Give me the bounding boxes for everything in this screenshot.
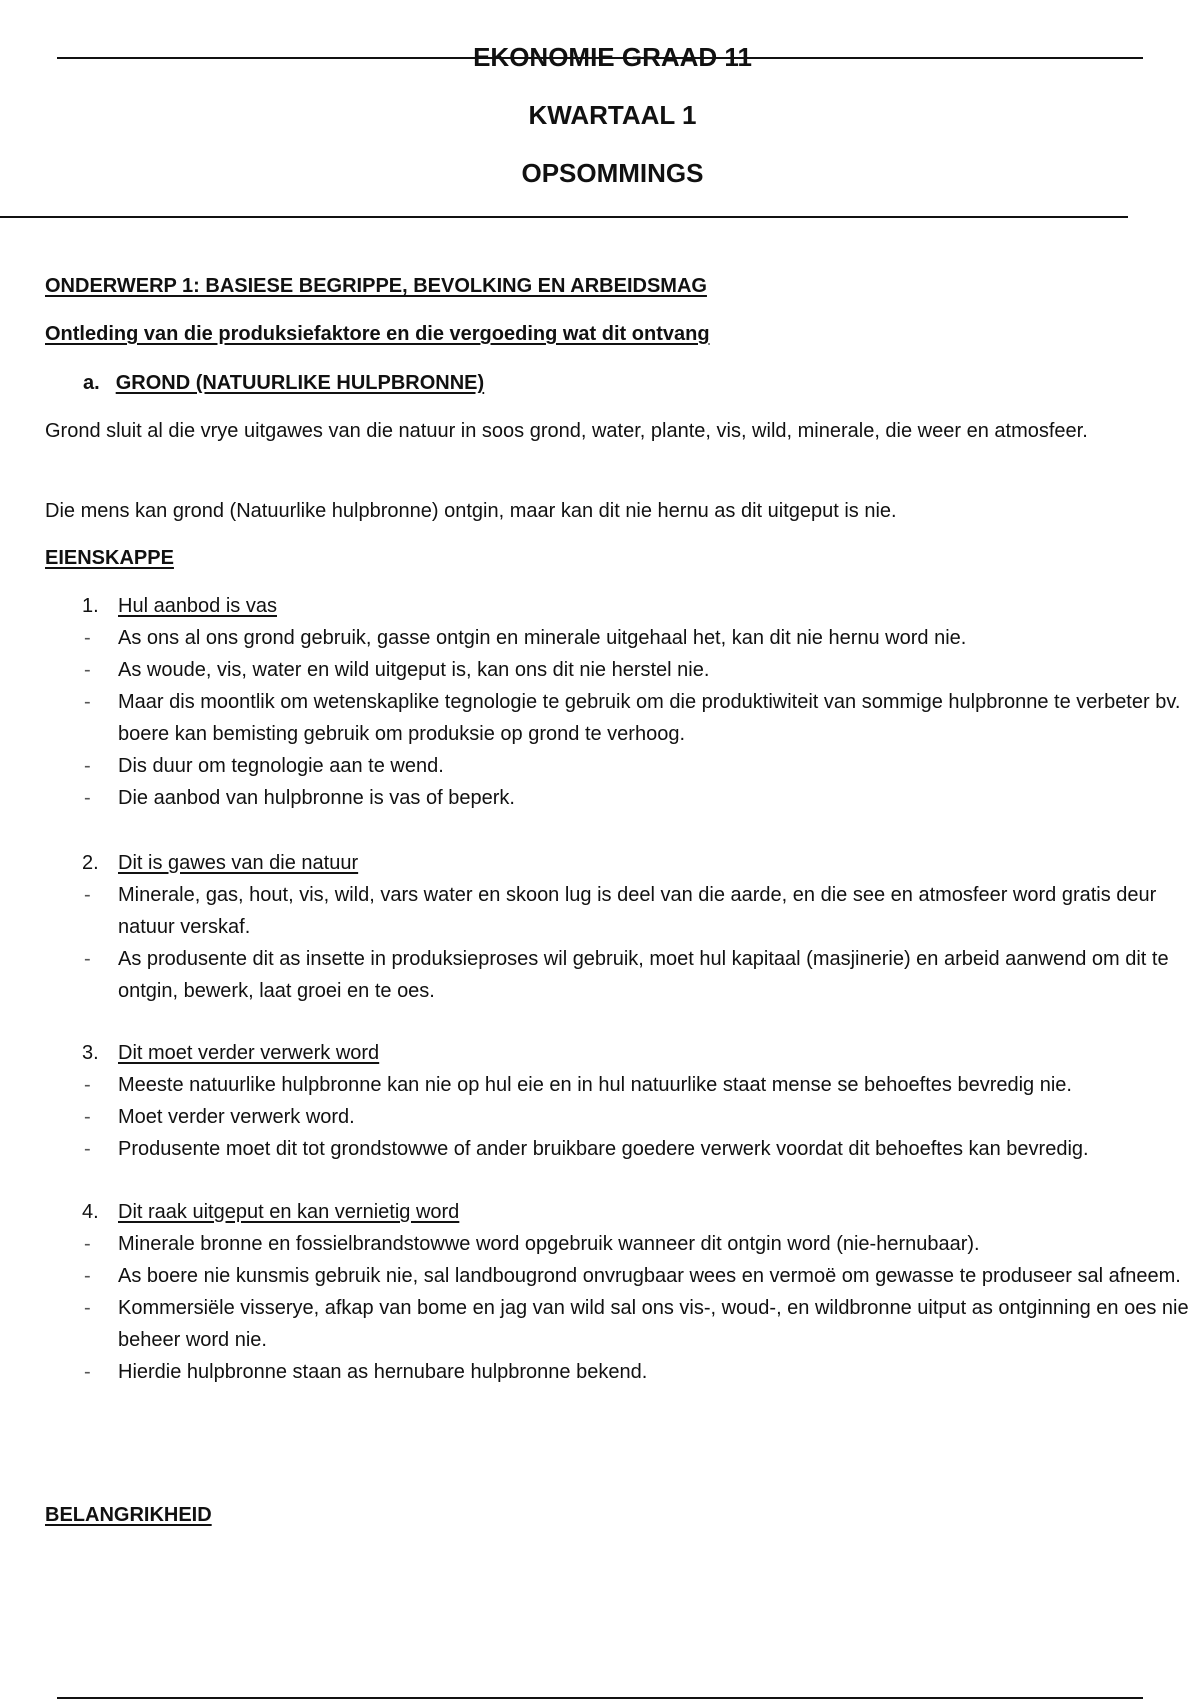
property-1-title-row <box>80 590 1190 622</box>
list-item: - As woude, vis, water en wild uitgeput is, kan ons dit nie herstel nie. <box>84 659 710 681</box>
property-4-title-row <box>80 1196 1190 1228</box>
property-2-title: Dit is gawes van die natuur <box>118 852 359 874</box>
property-1-number: 1. <box>82 595 99 617</box>
list-item: - Maar dis moontlik om wetenskaplike tegnologie te gebruik om die produktiwiteit van sommige hulpbronne te verbeter bv. boere kan bemisting gebruik om produksie op grond te verhoog. <box>84 691 1181 745</box>
list-item: - Hierdie hulpbronne staan as hernubare hulpbronne bekend. <box>84 1361 648 1383</box>
section-a-heading <box>83 371 484 395</box>
summary-title: OPSOMMINGS <box>521 158 704 188</box>
property-4-title: Dit raak uitgeput en kan vernietig word <box>118 1201 460 1223</box>
list-item: - Dis duur om tegnologie aan te wend. <box>84 755 444 777</box>
property-4-number: 4. <box>82 1201 99 1223</box>
footer-rule <box>57 1697 1143 1699</box>
property-3-number: 3. <box>82 1042 99 1064</box>
list-item: - As produsente dit as insette in produksieproses wil gebruik, moet hul kapitaal (masjinerie) en arbeid aanwend om dit te ontgin, bewerk, laat groei en te oes. <box>84 948 1169 1002</box>
property-3-title-row <box>80 1037 1190 1069</box>
section-a-marker: a. <box>83 372 100 394</box>
list-item: - As ons al ons grond gebruik, gasse ontgin en minerale uitgehaal het, kan dit nie hernu word nie. <box>84 627 967 649</box>
importance-heading: BELANGRIKHEID <box>45 1504 212 1526</box>
document-title: EKONOMIE GRAAD 11 <box>473 42 752 72</box>
section-a-label: GROND (NATUURLIKE HULPBRONNE) <box>115 372 485 394</box>
properties-heading: EIENSKAPPE <box>45 547 174 569</box>
subtopic-heading: Ontleding van die produksiefaktore en die vergoeding wat dit ontvang <box>45 323 710 345</box>
property-1 <box>80 590 1190 814</box>
list-item: - Moet verder verwerk word. <box>84 1106 355 1128</box>
property-3-title: Dit moet verder verwerk word <box>118 1042 380 1064</box>
paragraph-land-renewal: Die mens kan grond (Natuurlike hulpbronne) ontgin, maar kan dit nie hernu as dit uitgeput is nie. <box>45 500 897 522</box>
property-2-number: 2. <box>82 852 99 874</box>
topic-heading: ONDERWERP 1: BASIESE BEGRIPPE, BEVOLKING EN ARBEIDSMAG <box>45 275 707 297</box>
list-item: - Die aanbod van hulpbronne is vas of beperk. <box>84 787 515 809</box>
property-1-title: Hul aanbod is vas <box>118 595 277 617</box>
header-bottom-rule <box>0 216 1128 218</box>
property-4 <box>80 1196 1190 1388</box>
list-item: - Kommersiële visserye, afkap van bome en jag van wild sal ons vis-, woud-, en wildbronne uitput as ontginning en oes nie beheer word nie. <box>84 1297 1189 1351</box>
list-item: - Produsente moet dit tot grondstowwe of ander bruikbare goedere verwerk voordat dit behoeftes kan bevredig. <box>84 1138 1089 1160</box>
list-item: - Meeste natuurlike hulpbronne kan nie op hul eie en in hul natuurlike staat mense se behoeftes bevredig nie. <box>84 1074 1072 1096</box>
property-3 <box>80 1037 1190 1165</box>
quarter-title: KWARTAAL 1 <box>528 100 697 130</box>
property-2 <box>80 847 1190 1007</box>
list-item: - As boere nie kunsmis gebruik nie, sal landbougrond onvrugbaar wees en vermoë om gewasse te produseer sal afneem. <box>84 1265 1181 1287</box>
list-item: - Minerale bronne en fossielbrandstowwe word opgebruik wanneer dit ontgin word (nie-hernubaar). <box>84 1233 980 1255</box>
paragraph-land-definition: Grond sluit al die vrye uitgawes van die natuur in soos grond, water, plante, vis, wild, minerale, die weer en atmosfeer. <box>45 420 1088 442</box>
list-item: - Minerale, gas, hout, vis, wild, vars water en skoon lug is deel van die aarde, en die see en atmosfeer word gratis deur natuur verskaf. <box>84 884 1157 938</box>
property-2-title-row <box>80 847 1190 879</box>
